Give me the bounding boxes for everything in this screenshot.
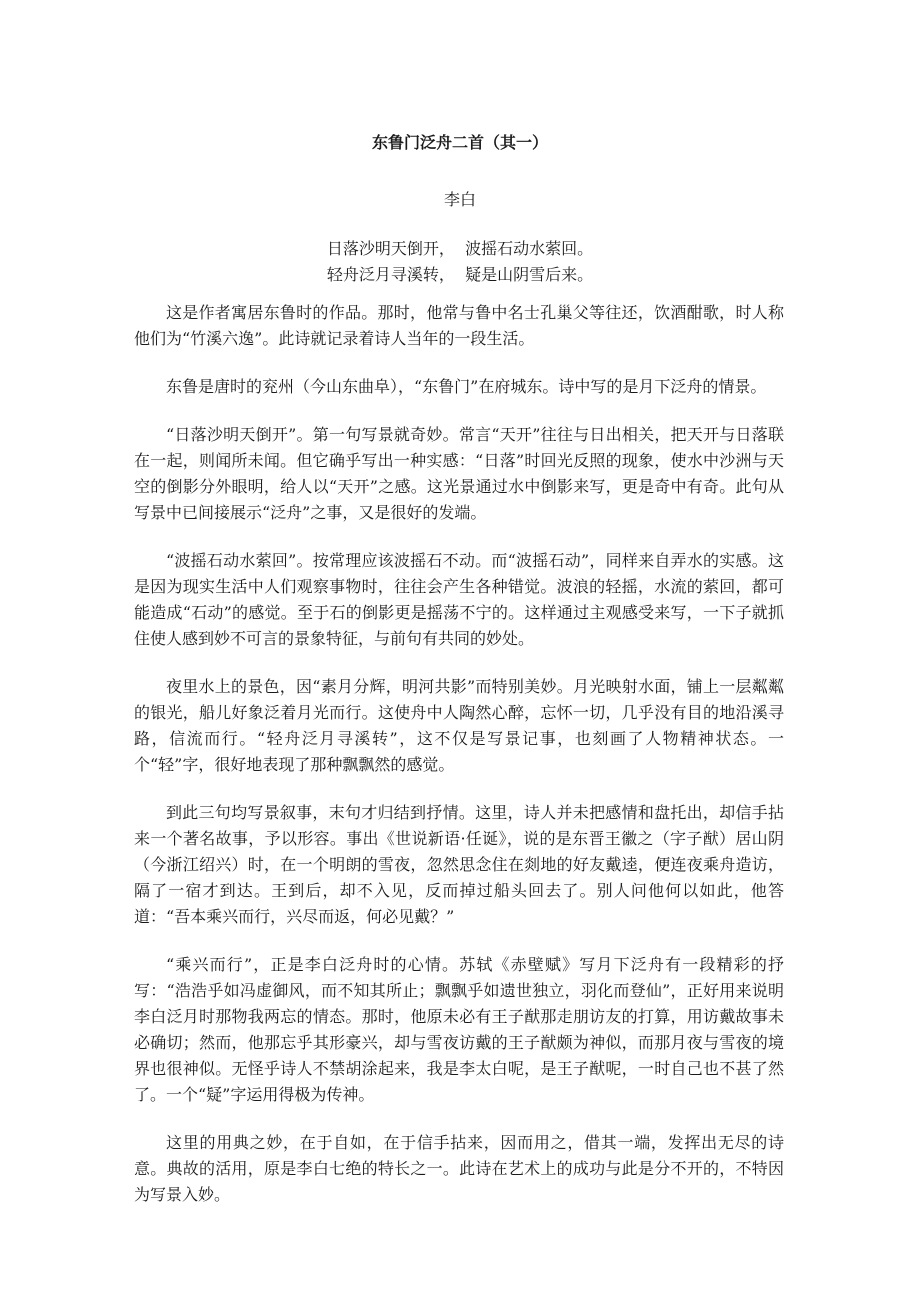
paragraph: 这里的用典之妙，在于自如，在于信手拈来，因而用之，借其一端，发挥出无尽的诗意。典故的活用，原是李白七绝的特长之一。此诗在艺术上的成功与此是分不开的，不特因为写景入妙。 [134,1133,784,1204]
poem-line: 轻舟泛月寻溪转， 疑是山阴雪后来。 [326,265,594,284]
document-title: 东鲁门泛舟二首（其一） [371,133,548,152]
commentary-body [134,300,784,1230]
paragraph: 夜里水上的景色，因“素月分辉，明河共影”而特别美妙。月光映射水面，铺上一层粼粼的银光，船儿好象泛着月光而行。这使舟中人陶然心醉，忘怀一切，几乎没有目的地沿溪寻路，信流而行。“轻舟泛月寻溪转”，这不仅是写景记事，也刻画了人物精神状态。一个“轻”字，很好地表现了那种飘飘然的感觉。 [134,677,784,774]
paragraph: 东鲁是唐时的兖州（今山东曲阜），“东鲁门”在府城东。诗中写的是月下泛舟的情景。 [166,377,767,396]
paragraph: 到此三句均写景叙事，末句才归结到抒情。这里，诗人并未把感情和盘托出，却信手拈来一个著名故事，予以形容。事出《世说新语·任诞》，说的是东晋王徽之（字子猷）居山阴（今浙江绍兴）时，在一个明朗的雪夜，忽然思念住在剡地的好友戴逵，便连夜乘舟造访，隔了一宿才到达。王到后，却不入见，反而掉过船头回去了。别人问他何以如此，他答道：“吾本乘兴而行，兴尽而返，何必见戴？” [134,803,784,926]
paragraph: “波摇石动水萦回”。按常理应该波摇石不动。而“波摇石动”，同样来自弄水的实感。这是因为现实生活中人们观察事物时，往往会产生各种错觉。波浪的轻摇，水流的萦回，都可能造成“石动”的感觉。至于石的倒影更是摇荡不宁的。这样通过主观感受来写，一下子就抓住使人感到妙不可言的景象特征，与前句有共同的妙处。 [134,551,784,648]
paragraph: “乘兴而行”，正是李白泛舟时的心情。苏轼《赤壁赋》写月下泛舟有一段精彩的抒写：“浩浩乎如冯虚御风，而不知其所止；飘飘乎如遗世独立，羽化而登仙”，正好用来说明李白泛月时那物我两忘的情态。那时，他原未必有王子猷那走朋访友的打算，用访戴故事未必确切；然而，他那忘乎其形豪兴，却与雪夜访戴的王子猷颇为神似，而那月夜与雪夜的境界也很神似。无怪乎诗人不禁胡涂起来，我是李太白呢，是王子猷呢，一时自己也不甚了然了。一个“疑”字运用得极为传神。 [134,955,784,1104]
paragraph: 这是作者寓居东鲁时的作品。那时，他常与鲁中名士孔巢父等往还，饮酒酣歌，时人称他们为“竹溪六逸”。此诗就记录着诗人当年的一段生活。 [134,303,784,348]
poem-block [0,236,920,288]
paragraph: “日落沙明天倒开”。第一句写景就奇妙。常言“天开”往往与日出相关，把天开与日落联在一起，则闻所未闻。但它确乎写出一种实感：“日落”时回光反照的现象，使水中沙洲与天空的倒影分外眼明，给人以“天开”之感。这光景通过水中倒影来写，更是奇中有奇。此句从写景中已间接展示“泛舟”之事，又是很好的发端。 [134,425,784,522]
poem-line: 日落沙明天倒开， 波摇石动水萦回。 [326,239,594,258]
author-name: 李白 [443,190,476,209]
